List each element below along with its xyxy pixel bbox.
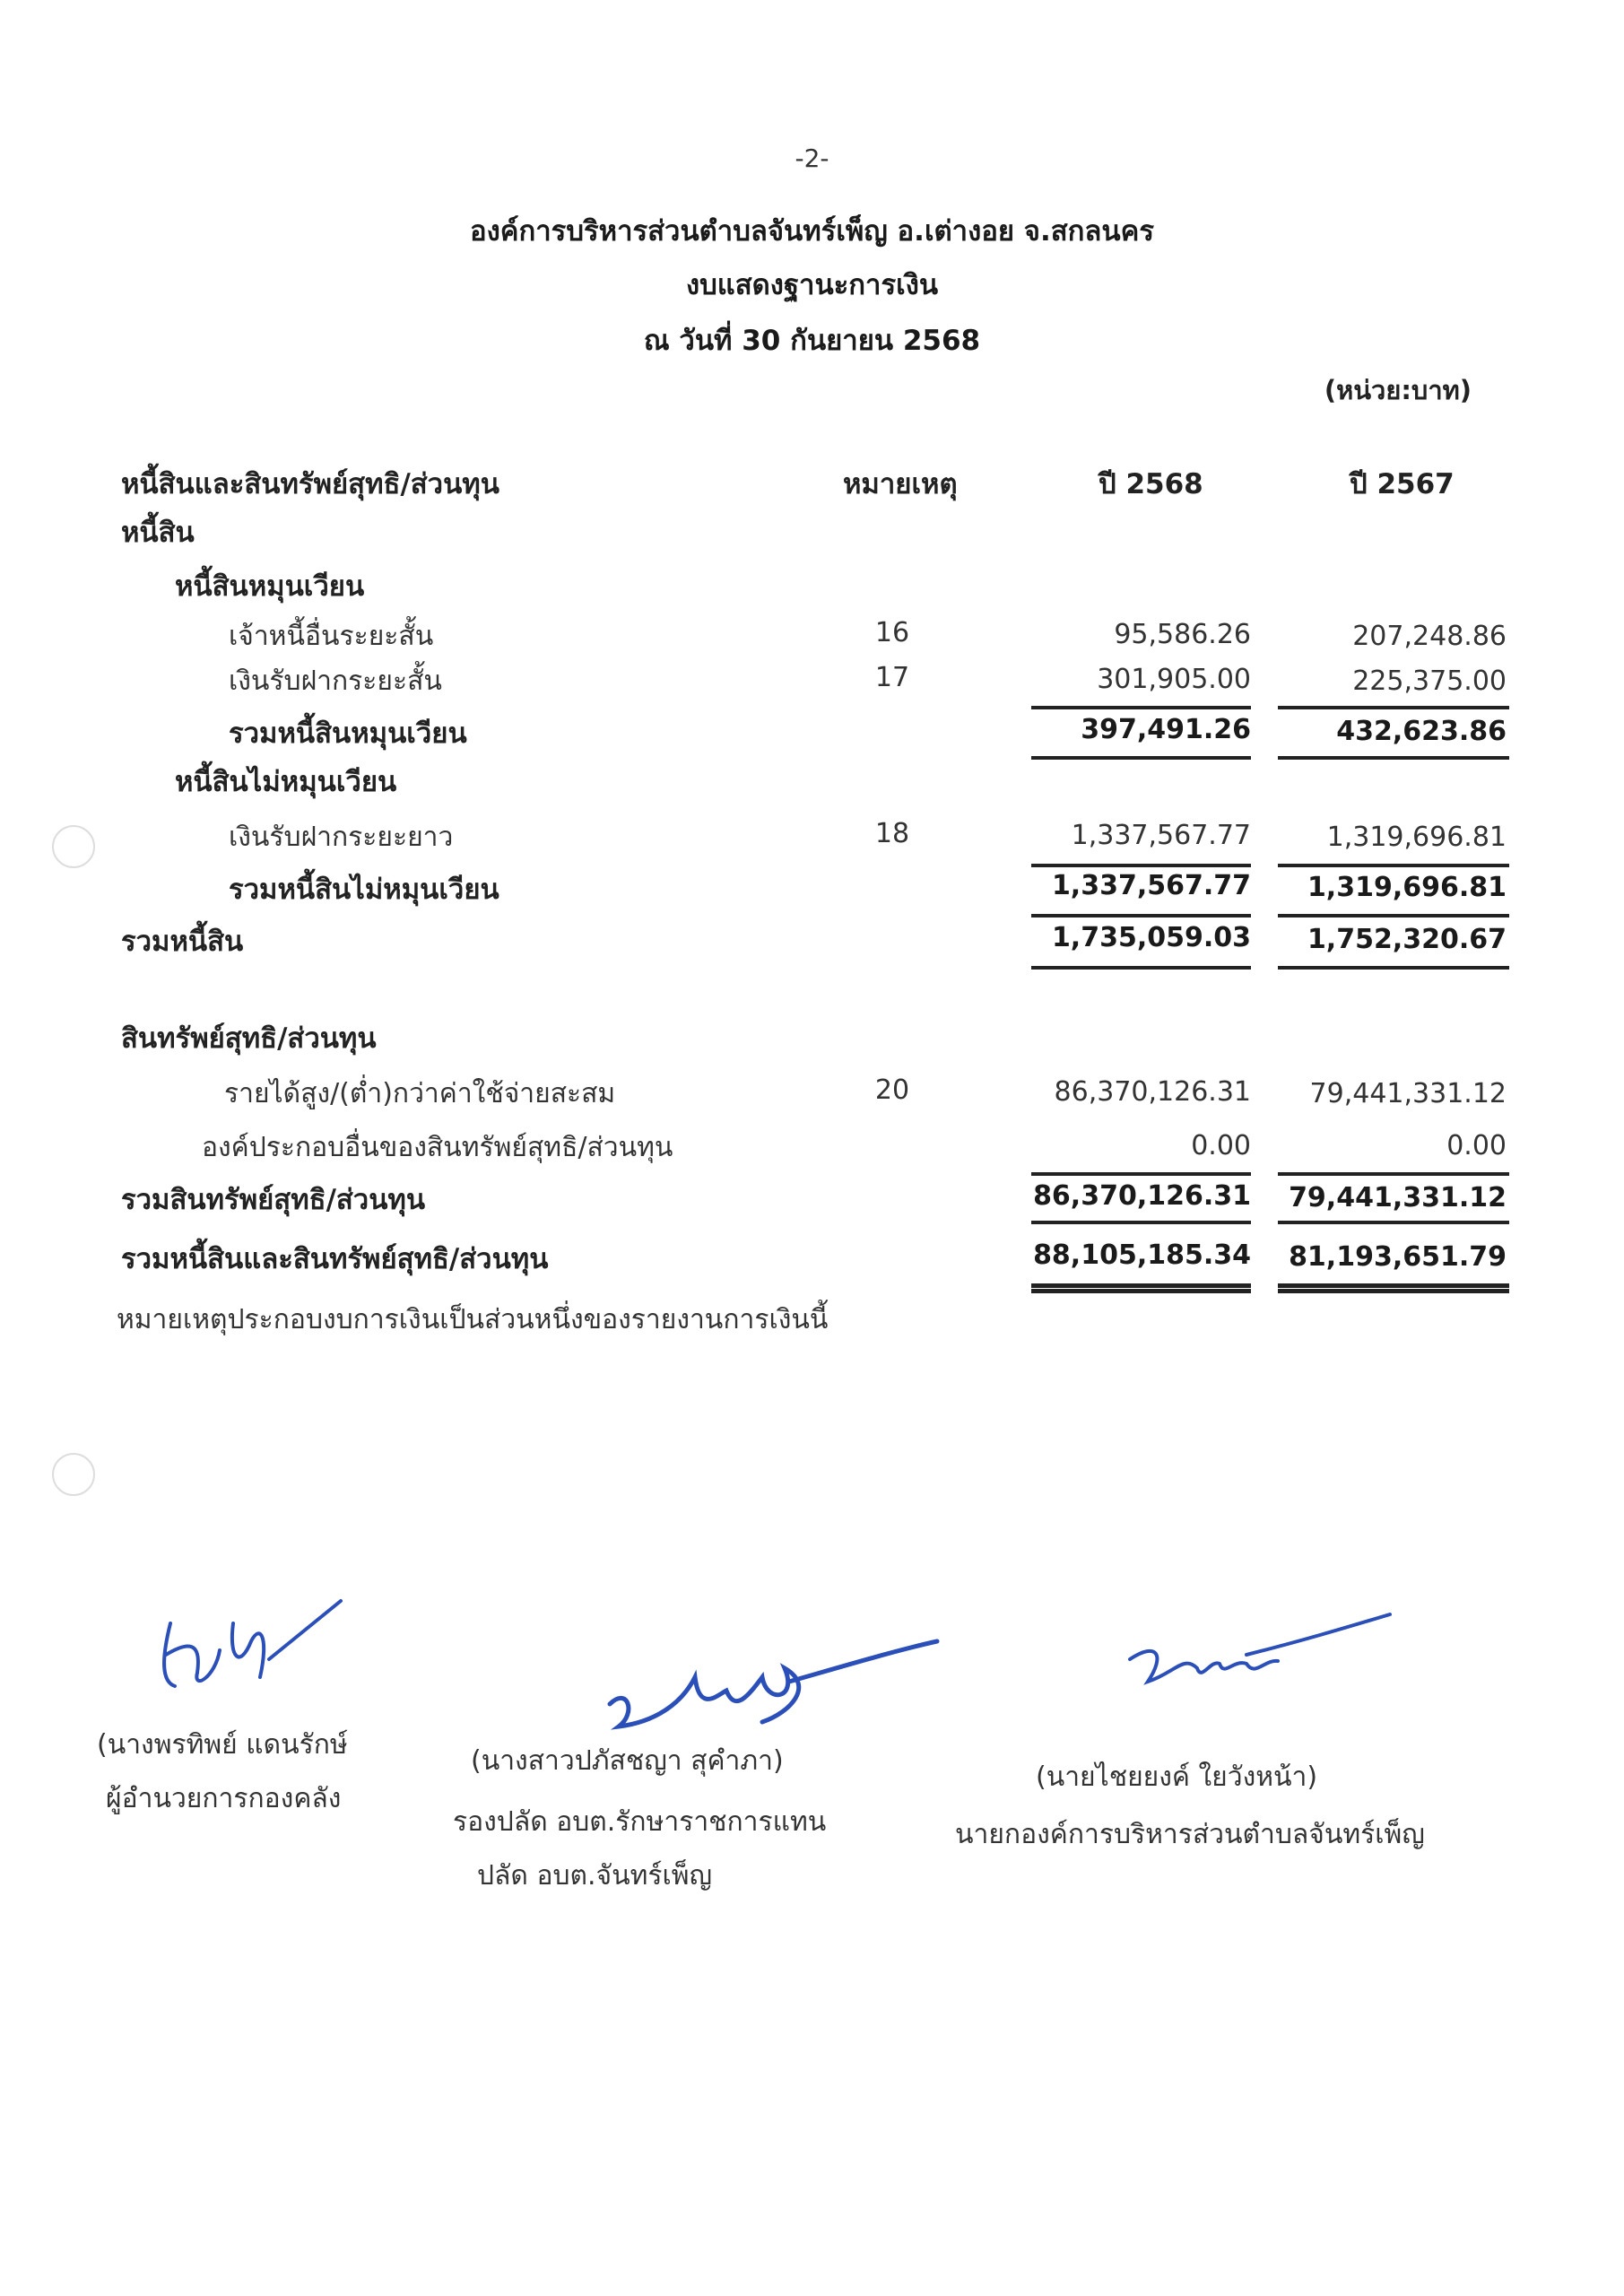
subtotal-rule — [1031, 706, 1251, 709]
grand-total-2567: 81,193,651.79 — [1289, 1241, 1507, 1273]
footnote: หมายเหตุประกอบงบการเงินเป็นส่วนหนึ่งของรายงานการเงินนี้ — [117, 1304, 829, 1335]
page-number: -2- — [795, 144, 829, 173]
total-liabilities-label: รวมหนี้สิน — [121, 926, 244, 958]
non-current-liabilities-heading: หนี้สินไม่หมุนเวียน — [175, 766, 397, 798]
row-value-2568: 1,337,567.77 — [1071, 820, 1251, 851]
subtotal-rule — [1278, 706, 1509, 709]
signatory-2-name: (นางสาวปภัสชญา สุคำภา) — [471, 1745, 784, 1777]
statement-title: งบแสดงฐานะการเงิน — [685, 269, 939, 301]
row-note: 17 — [874, 662, 910, 693]
total-non-current-liabilities-2568: 1,337,567.77 — [1051, 870, 1251, 901]
signatory-1-name: (นางพรทิพย์ แดนรักษ์ — [97, 1729, 348, 1761]
column-header-year-2568: ปี 2568 — [1099, 468, 1203, 500]
row-value-2567: 0.00 — [1446, 1130, 1507, 1161]
binder-hole — [52, 825, 95, 868]
total-rule — [1278, 1221, 1509, 1224]
signature-1-image — [135, 1587, 368, 1704]
total-non-current-liabilities-2567: 1,319,696.81 — [1307, 872, 1507, 903]
subtotal-rule — [1031, 864, 1251, 867]
signatory-2-role: ปลัด อบต.จันทร์เพ็ญ — [477, 1860, 713, 1892]
total-rule — [1031, 1221, 1251, 1224]
binder-hole — [52, 1453, 95, 1496]
subtotal-rule — [1031, 1172, 1251, 1176]
total-current-liabilities-label: รวมหนี้สินหมุนเวียน — [229, 718, 467, 750]
liabilities-heading: หนี้สิน — [121, 517, 195, 549]
row-label: รายได้สูง/(ต่ำ)กว่าค่าใช้จ่ายสะสม — [224, 1078, 616, 1109]
organization-name: องค์การบริหารส่วนตำบลจันทร์เพ็ญ อ.เต่างอย จ.สกลนคร — [470, 215, 1154, 248]
total-net-assets-2567: 79,441,331.12 — [1289, 1182, 1507, 1213]
row-value-2567: 207,248.86 — [1352, 621, 1507, 652]
signatory-3-role: นายกองค์การบริหารส่วนตำบลจันทร์เพ็ญ — [955, 1819, 1425, 1850]
row-label: เงินรับฝากระยะสั้น — [229, 665, 442, 697]
grand-total-double-rule — [1031, 1283, 1251, 1293]
total-rule — [1278, 756, 1509, 760]
total-rule — [1031, 966, 1251, 970]
row-value-2568: 86,370,126.31 — [1054, 1076, 1251, 1108]
subtotal-rule — [1278, 1172, 1509, 1176]
subtotal-rule — [1031, 914, 1251, 918]
grand-total-2568: 88,105,185.34 — [1033, 1239, 1251, 1271]
row-value-2568: 95,586.26 — [1114, 619, 1251, 650]
row-label: เงินรับฝากระยะยาว — [229, 822, 454, 853]
net-assets-heading: สินทรัพย์สุทธิ/ส่วนทุน — [121, 1022, 377, 1055]
signature-3-image — [1112, 1605, 1399, 1704]
total-net-assets-2568: 86,370,126.31 — [1033, 1180, 1251, 1212]
signatory-1-role: ผู้อำนวยการกองคลัง — [106, 1783, 342, 1814]
total-rule — [1278, 966, 1509, 970]
row-value-2567: 79,441,331.12 — [1309, 1078, 1507, 1109]
row-label: องค์ประกอบอื่นของสินทรัพย์สุทธิ/ส่วนทุน — [202, 1132, 673, 1163]
subtotal-rule — [1278, 914, 1509, 918]
row-note: 18 — [874, 818, 910, 849]
signature-2-image — [583, 1614, 942, 1740]
row-note: 16 — [874, 617, 910, 648]
column-header-note: หมายเหตุ — [843, 468, 958, 500]
grand-total-double-rule — [1278, 1283, 1509, 1293]
row-note: 20 — [874, 1074, 910, 1106]
subtotal-rule — [1278, 864, 1509, 867]
row-value-2568: 301,905.00 — [1097, 664, 1251, 695]
column-header-description: หนี้สินและสินทรัพย์สุทธิ/ส่วนทุน — [121, 468, 499, 500]
total-current-liabilities-2568: 397,491.26 — [1081, 714, 1251, 745]
total-non-current-liabilities-label: รวมหนี้สินไม่หมุนเวียน — [229, 874, 499, 906]
column-header-year-2567: ปี 2567 — [1350, 468, 1455, 500]
total-liabilities-2567: 1,752,320.67 — [1307, 924, 1507, 955]
statement-date: ณ วันที่ 30 กันยายน 2568 — [643, 325, 981, 357]
row-label: เจ้าหนี้อื่นระยะสั้น — [229, 621, 434, 652]
row-value-2567: 225,375.00 — [1352, 665, 1507, 697]
total-net-assets-label: รวมสินทรัพย์สุทธิ/ส่วนทุน — [121, 1184, 426, 1216]
total-liabilities-2568: 1,735,059.03 — [1051, 922, 1251, 953]
current-liabilities-heading: หนี้สินหมุนเวียน — [175, 570, 365, 603]
total-current-liabilities-2567: 432,623.86 — [1336, 716, 1507, 747]
unit-label: (หน่วย:บาท) — [1324, 375, 1472, 405]
total-rule — [1031, 756, 1251, 760]
row-value-2568: 0.00 — [1191, 1130, 1251, 1161]
signatory-2-role: รองปลัด อบต.รักษาราชการแทน — [453, 1806, 827, 1838]
grand-total-label: รวมหนี้สินและสินทรัพย์สุทธิ/ส่วนทุน — [121, 1243, 549, 1275]
row-value-2567: 1,319,696.81 — [1326, 822, 1507, 853]
signatory-3-name: (นายไชยยงค์ ใยวังหน้า) — [1036, 1761, 1318, 1793]
